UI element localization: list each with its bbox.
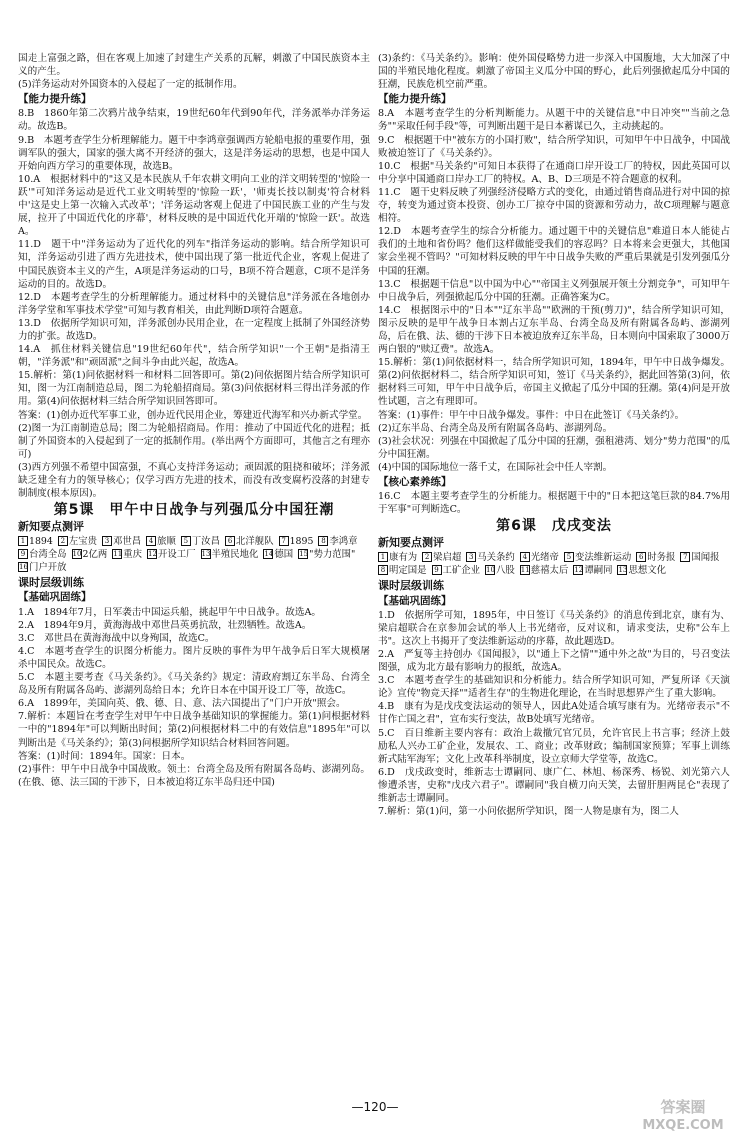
term-text: 思想文化: [628, 565, 666, 577]
term-text: 慈禧太后: [530, 565, 569, 577]
term-item: [58, 535, 97, 548]
term-text: 工矿企业: [442, 565, 481, 577]
right-column: [378, 52, 730, 818]
answer-paragraph: 6.A 1899年，美国向英、俄、德、日、意、法六国提出了"门户开放"照会。: [18, 698, 346, 710]
term-text: 门户开放: [29, 562, 67, 574]
term-item: [181, 535, 220, 548]
term-item: [520, 551, 559, 564]
term-text: 国闻报: [691, 552, 720, 564]
term-number-marker: 10: [486, 566, 495, 575]
lesson6-terms: [378, 551, 730, 577]
term-number-marker: 8: [378, 565, 388, 575]
left-column: [18, 52, 370, 789]
term-text: 康有为: [389, 552, 418, 564]
core-title: 【 核心素养练 】: [378, 476, 730, 489]
term-item: [102, 535, 141, 548]
core-item: 16.C 本题主要考查学生的分析能力。根据题干中的"日本把这笔巨款的84.7%用于军事"可判断选C。: [378, 491, 730, 516]
term-text: 丁汝昌: [191, 536, 221, 548]
answer-paragraph: 答案：(1)事件：甲午中日战争爆发。事件：中日在此签订《马关条约》。: [378, 409, 685, 421]
term-text: 梁启超: [433, 552, 462, 564]
term-number-marker: 4: [146, 536, 156, 546]
term-number-marker: 6: [636, 552, 646, 562]
term-text: 明定国是: [389, 565, 427, 577]
term-text: 2亿两: [82, 549, 108, 561]
answer-paragraph: 10.C 根据"马关条约"可知日本获得了在通商口岸开设工厂的特权，因此英国可以中分享中国通商口岸办工厂的特权。A、B、D三项是不符合题意的权利。: [378, 160, 730, 185]
term-number-marker: 14: [264, 550, 274, 559]
answer-paragraph: (3)条约：《马关条约》。影响：使外国侵略势力进一步深入中国腹地，大大加深了中国的半殖民地化程度。刺激了帝国主义瓜分中国的野心，此后列强掀起瓜分中国的狂潮，民族危机空前严重。: [378, 53, 730, 91]
answer-paragraph: 8.B 1860年第二次鸦片战争结束，19世纪60年代到90年代，洋务派举办洋务运动。故选B。: [18, 108, 370, 133]
answer-paragraph: (3)西方列强不希望中国富强，不真心支持洋务运动；顽固派的阻挠和破坏；洋务派缺乏建全有力的领导核心；仅学习西方先进的技术，而没有改变腐朽没落的封建专制制度(根本原因)。: [18, 461, 370, 500]
term-text: 重庆: [123, 549, 142, 561]
term-text: 变法维新运动: [574, 552, 632, 564]
term-item: [617, 564, 666, 577]
lesson6-title: 第6课 戊戌变法: [496, 518, 612, 535]
term-item: [146, 535, 176, 548]
page-number: —120—: [351, 1100, 399, 1114]
term-item: [378, 564, 427, 577]
lesson5-base-list: [18, 606, 370, 789]
term-text: 北洋舰队: [236, 536, 274, 548]
term-text: "势力范围": [309, 549, 356, 561]
keshi-title-l5: 课时层级训练: [18, 576, 84, 590]
term-text: 邓世昌: [113, 536, 142, 548]
term-text: 德国: [274, 549, 294, 561]
term-number-marker: 1: [18, 536, 28, 546]
answer-paragraph: 8.A 本题考查学生的分析判断能力。从题干中的关键信息"中日冲突""当前之急务""采取任何手段"等，可判断出题干是日本蓄谋已久，主动挑起的。: [378, 108, 730, 133]
lesson5-terms: [18, 535, 370, 574]
answer-paragraph: (2)事件：甲午中日战争中国战败。领土：台湾全岛及所有附属各岛屿、澎湖列岛。(在俄、德、法三国的干涉下，日本被迫将辽东半岛归还中国): [18, 763, 370, 788]
term-number-marker: 3: [102, 536, 112, 546]
answer-paragraph: (4)中国的国际地位一落千丈，在国际社会中任人宰割。: [378, 461, 613, 473]
term-item: [18, 535, 53, 548]
answer-paragraph: 11.D 题干中"洋务运动为了近代化的列车"指洋务运动的影响。结合所学知识可知，洋务运动引进了西方先进技术，使中国出现了第一批近代企业，客观上促进了中国民族资本主义的产生，A项是洋务运动的口号，B项不符合题意，C项不是洋务运动的目的。故选D。: [18, 239, 370, 290]
answer-paragraph: 13.D 依据所学知识可知，洋务派创办民用企业，在一定程度上抵制了外国经济势力的扩张。故选D。: [18, 317, 370, 342]
left-intro: [18, 52, 370, 91]
term-text: 马关条约: [477, 552, 515, 564]
answer-paragraph: 答案：(1)创办近代军事工业，创办近代民用企业，筹建近代海军和兴办新式学堂。: [18, 409, 368, 421]
answer-paragraph: 11.C 题干史料反映了列强经济侵略方式的变化，由通过销售商品进行对中国的掠夺，转变为通过资本投资、创办工厂掠夺中国的资源和劳动力，故C项理解与题意相符。: [378, 186, 730, 225]
term-item: [298, 548, 355, 561]
term-item: [18, 548, 67, 561]
answer-paragraph: 14.A 抓住材料关键信息"19世纪60年代"，结合所学知识"一个王朝"是指清王朝，"洋务派"和"顽固派"之间斗争由此兴起，故选A。: [18, 344, 370, 369]
answer-paragraph: 7.解析：本题旨在考查学生对甲午中日战争基础知识的掌握能力。第(1)问根据材料一中的"1894年"可以判断出时间；第(2)问根据材料二中的有效信息"1895年"可以判断出是《马关条约》；第(3)问根据所学知识结合材料回答问题。: [18, 711, 370, 749]
base-title-l6: 【 基础巩固练 】: [378, 595, 730, 608]
answer-paragraph: 3.C 本题考查学生的基础知识和分析能力。结合所学知识可知，严复所译《天演论》宣传"物竞天择""适者生存"的生物进化理论，在当时思想界产生了重大影响。: [378, 675, 730, 700]
term-text: 左宝贵: [68, 536, 97, 548]
term-number-marker: 12: [148, 550, 157, 559]
term-number-marker: 6: [225, 536, 235, 546]
term-text: 八股: [496, 565, 515, 577]
term-number-marker: 2: [422, 552, 432, 562]
answer-paragraph: 9.B 本题考查学生分析理解能力。题干中李鸿章强调西方轮船电报的重要作用，强调军队的强大，国家的强大离不开经济的强大，这是洋务运动的思想，也是中国人开始向西方学习的重要体现，故选B。: [18, 134, 370, 172]
answer-paragraph: 4.C 本题考查学生的识图分析能力。图片反映的事件为甲午战争后日军大规模屠杀中国民众。故选C。: [18, 645, 370, 670]
term-text: 李鸿章: [329, 536, 358, 548]
term-item: [466, 551, 515, 564]
answer-paragraph: 答案：(1)时间：1894年。国家：日本。: [18, 750, 191, 762]
keshi-title-l6: 课时层级训练: [378, 579, 444, 593]
term-number-marker: 4: [520, 552, 530, 562]
answer-paragraph: 15.解析：第(1)问依据材料一，结合所学知识可知，1894年，甲午中日战争爆发。第(2)问依据材料二，结合所学知识可知，签订《马关条约》，据此回答第(3)问，依据材料三可知，甲午中日战争后，帝国主义掀起了瓜分中国的狂潮。第(4)问是开放性试题，言之有理即可。: [378, 357, 730, 408]
term-text: 半殖民地化: [211, 549, 259, 561]
term-item: [201, 548, 259, 561]
term-item: [432, 564, 481, 577]
answer-paragraph: (2)辽东半岛、台湾全岛及所有附属各岛屿、澎湖列岛。: [378, 422, 613, 434]
term-number-marker: 5: [564, 552, 574, 562]
term-number-marker: 8: [318, 536, 328, 546]
term-number-marker: 9: [18, 549, 28, 559]
term-number-marker: 7: [680, 552, 690, 562]
term-item: [422, 551, 461, 564]
answer-paragraph: (3)社会状况：列强在中国掀起了瓜分中国的狂潮，强租港湾、划分"势力范围"的瓜分中国狂潮。: [378, 435, 730, 460]
term-item: [485, 564, 515, 577]
term-number-marker: 5: [181, 536, 191, 546]
term-item: [318, 535, 357, 548]
answer-paragraph: 5.C 本题主要考查《马关条约》。《马关条约》规定：清政府割辽东半岛、台湾全岛及所有附属各岛屿、澎湖列岛给日本；允许日本在中国开设工厂等，故选C。: [18, 672, 370, 697]
answer-paragraph: 9.C 根据题干中"被东方的小国打败"，结合所学知识，可知甲午中日战争，中国战败被迫签订了《马关条约》。: [378, 134, 730, 159]
answer-paragraph: (5)洋务运动对外国资本的入侵起了一定的抵制作用。: [18, 79, 243, 91]
term-number-marker: 1: [378, 552, 388, 562]
term-text: 1895: [289, 536, 314, 548]
term-text: 旅顺: [157, 536, 176, 548]
term-number-marker: 9: [432, 565, 442, 575]
answer-paragraph: 国走上富强之路，但在客观上加速了封建生产关系的瓦解，刺激了中国民族资本主义的产生。: [18, 53, 370, 78]
term-item: [263, 548, 293, 561]
answer-paragraph: 14.C 根据图示中的"日本""辽东半岛""欧洲的干预(剪刀)"，结合所学知识可知，图示反映的是甲午战争日本割占辽东半岛、台湾全岛及所有附属各岛屿、澎湖列岛，后在俄、法、德的干涉下日本被迫放弃辽东半岛，日本则向中国索取了3000万两白银的"赎辽费"。故选A。: [378, 304, 730, 356]
lesson6-base-list: [378, 609, 730, 819]
term-item: [378, 551, 417, 564]
xinzhi-title-l6: 新知要点测评: [378, 536, 444, 550]
term-text: 时务报: [647, 552, 676, 564]
section-title-ability: 【 能力提升练 】: [18, 93, 370, 106]
term-item: [680, 551, 719, 564]
term-item: [564, 551, 631, 564]
answer-paragraph: 4.B 康有为是戊戌变法运动的领导人，因此A处适合填写康有为。光绪帝表示"不甘作亡国之君"，宣布实行变法，故B处填写光绪帝。: [378, 701, 730, 726]
answer-paragraph: 15.解析：第(1)问依据材料一和材料二回答即可。第(2)问依据图片结合所学知识可知，图一为江南制造总局，图二为轮船招商局。第(3)问依据材料三得出洋务派的作用。第(4)问依据材料三结合所学知识回答即可。: [18, 370, 370, 408]
term-number-marker: 13: [201, 550, 211, 559]
lesson5-title: 第5课 甲午中日战争与列强瓜分中国狂潮: [53, 502, 335, 519]
term-number-marker: 12: [574, 566, 584, 575]
term-item: [636, 551, 675, 564]
term-item: [147, 548, 196, 561]
term-item: [112, 548, 142, 561]
answer-paragraph: 6.D 戊戌政变时，维新志士谭嗣同、康广仁、林旭、杨深秀、杨锐、刘光第六人惨遭杀害，史称"戊戌六君子"。谭嗣同"我自横刀向天笑，去留肝胆两昆仑"表现了维新志士谭嗣同。: [378, 766, 730, 804]
term-number-marker: 2: [58, 536, 68, 546]
watermark-logo: [624, 1096, 742, 1134]
term-number-marker: 11: [520, 566, 530, 575]
term-number-marker: 7: [279, 536, 289, 546]
term-text: 开设工厂: [158, 549, 196, 561]
answer-paragraph: 10.A 根据材料中的"这又是本民族从千年农耕文明向工业的洋文明转型的'惊险一跃'"可知洋务运动是近代工业文明转型的'惊险一跃'，'师夷长技以制夷'符合材料中'这是史上第一次输入式改革'；'洋务运动客观上促进了中国民族工业的产生与发展，拉开了中国近代化的序幕'，材料反映的是中国近代化开端的'惊险一跃'。故选A。: [18, 173, 370, 238]
term-number-marker: 16: [19, 563, 28, 572]
answer-paragraph: 5.C 百日维新主要内容有：政治上裁撤冗官冗员，允许官民上书言事；经济上鼓励私人兴办工矿企业，发展农、工、商业；改革财政；编制国家预算；军事上训练新式陆军海军；文化上改革科举制度，设立京师大学堂等，故选C。: [378, 727, 730, 765]
section-title-ability-right: 【 能力提升练 】: [378, 93, 730, 106]
right-intro: [378, 52, 730, 91]
term-text: 1894: [29, 536, 53, 548]
term-item: [72, 548, 108, 561]
term-item: [225, 535, 274, 548]
answer-paragraph: 2.A 严复等主持创办《国闻报》，以"通上下之情""通中外之故"为目的，号召变法图强，成为北方最有影响力的报纸，故选A。: [378, 648, 730, 674]
term-number-marker: 15: [299, 550, 309, 559]
term-item: [279, 535, 314, 548]
term-item: [520, 564, 569, 577]
answer-paragraph: 3.C 邓世昌在黄海海战中以身殉国，故选C。: [18, 632, 215, 644]
term-text: 谭嗣同: [584, 565, 613, 577]
answer-paragraph: 2.A 1894年9月，黄海海战中邓世昌英勇抗敌，壮烈牺牲。故选A。: [18, 619, 312, 631]
xinzhi-title-l5: 新知要点测评: [18, 520, 84, 534]
answer-paragraph: 1.A 1894年7月，日军袭击中国运兵船，挑起甲午中日战争。故选A。: [18, 606, 321, 618]
answer-paragraph: 13.C 根据题干信息"以中国为中心""帝国主义列强展开领土分割竞争"，可知甲午中日战争后，列强掀起瓜分中国的狂潮。正确答案为C。: [378, 278, 730, 303]
svg-text:答案圈: 答案圈: [660, 1098, 706, 1116]
term-text: 台湾全岛: [29, 549, 67, 561]
term-number-marker: 11: [113, 550, 123, 559]
term-item: [18, 561, 67, 574]
watermark-text: MXQE.COM: [642, 1118, 724, 1133]
right-answer-list: [378, 107, 730, 474]
term-number-marker: 10: [72, 550, 82, 559]
answer-paragraph: 7.解析：第(1)问，第一小问依据所学知识，图一人物是康有为，图二人: [378, 806, 679, 818]
term-number-marker: 13: [618, 566, 628, 575]
answer-paragraph: 12.D 本题考查学生的分析理解能力。通过材料中的关键信息"洋务派在各地创办洋务学堂和军事技术学堂"可知与教育相关，由此判断D项符合题意。: [18, 291, 370, 316]
answer-paragraph: 1.D 依据所学可知，1895年，中日签订《马关条约》的消息传到北京，康有为、梁启超联合在京参加会试的举人上书光绪帝，反对议和，请求变法，史称"公车上书"。这次上书揭开了变法维新运动的序幕，故此题选D。: [378, 609, 730, 647]
term-text: 光绪帝: [530, 552, 559, 564]
answer-paragraph: 12.D 本题考查学生的综合分析能力。通过题干中的关键信息"难道日本人能徒占我们的土地和省份吗？他们这样做能受我们的容忍吗？日本将来会更强大，其他国家会坐视不管吗？"可知材料反映的甲午中日战争失败的严重后果就是引发列强瓜分中国的狂潮。: [378, 226, 730, 277]
term-number-marker: 3: [466, 552, 476, 562]
answer-paragraph: (2)图一为江南制造总局；图二为轮船招商局。作用：推动了中国近代化的进程；抵制了外国资本的入侵起到了一定的抵制作用。(举出两个方面即可，其他言之有理亦可): [18, 422, 370, 460]
term-item: [573, 564, 612, 577]
left-answer-list: [18, 107, 370, 500]
base-title-l5: 【 基础巩固练 】: [18, 591, 370, 604]
